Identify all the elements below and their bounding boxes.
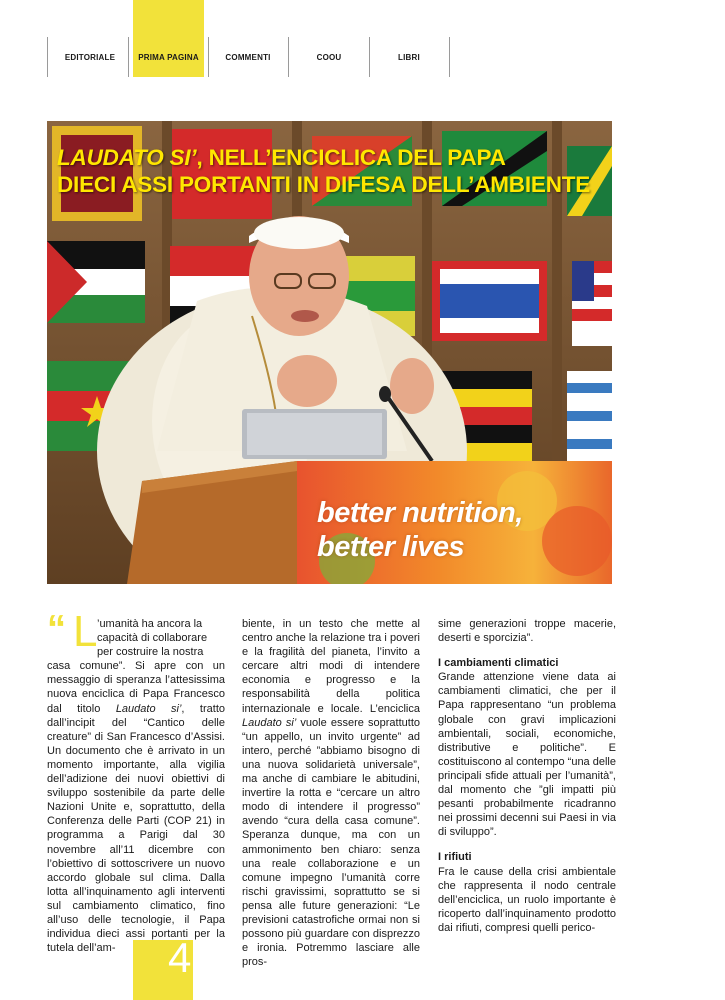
nav-item-coou[interactable]: COOU (316, 53, 342, 62)
col1-line: per costruire la nostra (97, 646, 204, 659)
banner-line2: better lives (317, 531, 465, 563)
page-number: 4 (168, 934, 192, 981)
dropcap-quote: “ (47, 608, 66, 650)
headline-line2: DIECI ASSI PORTANTI IN DIFESA DELL’AMBIENTE (57, 172, 591, 197)
article-column-1 (47, 617, 225, 955)
nav-separator (449, 37, 450, 77)
hero-photo (47, 121, 612, 584)
col1-text-rest: , tratto dall’incipit del “Cantico delle creature” di San Francesco d’Assisi. Un documento che è arrivato in un momento importante, alla vigilia dell’adizione dei nuovi obiettivi di sviluppo sostenibile da parte delle Nazioni Unite e, soprattutto, della Conferenza delle Parti (COP 21) in programma a Parigi dal 30 novembre all’11 dicembre con l’obiettivo di sottoscrivere un nuovo accordo globale sul clima. Dalla lotta all’inquinamento agli interventi sul cambiamento climatico, fino all’uso delle tecnologie, il Papa individua dieci assi portanti per la tutela dell’am- (47, 702, 225, 955)
section-title-climate: I cambiamenti climatici (438, 657, 559, 670)
col1-text: casa comune”. Si apre con un messaggio di speranza l’attesissima nuova enciclica di Papa Francesco dal titolo (47, 660, 225, 715)
nav-item-editoriale[interactable]: EDITORIALE (64, 53, 116, 62)
col2-text-a: biente, in un testo che mette al centro anche la relazione tra i poveri e la fragilità del pianeta, l’invito a cercare altri modi di intendere economia e progresso e la responsabilità della politica internazionale e locale. L’enciclica (242, 618, 420, 715)
nav-item-prima-pagina[interactable]: PRIMA PAGINA (138, 53, 199, 62)
article-headline (57, 144, 602, 198)
col2-text-b: vuole essere soprattutto “un appello, un invito urgente” ad intero, perché ”abbiamo bisogno di una nuova solidarietà universale”, ma anche di cambiare le abitudini, invertire la rotta e “cercare un altro modo di intendere il progresso” avendo “cura della casa comune”. Speranza dunque, ma con un ammonimento ben chiaro: senza una reale collaborazione e un comune impegno l’umanità corre rischi gravissimi, soprattutto se si pensa alle future generazioni: “Le previsioni catastrofiche ormai non si possono più guardare con disprezzo e ironia. Potremmo lasciare alle pros- (242, 716, 420, 969)
article-column-2 (242, 617, 420, 969)
headline-italic: LAUDATO SI’ (57, 145, 197, 170)
section-title-waste: I rifiuti (438, 851, 472, 864)
section-nav (0, 37, 725, 77)
col2-italic: Laudato si’ (242, 716, 297, 729)
article-column-3 (438, 617, 616, 935)
col1-line: ’umanità ha ancora la (97, 618, 203, 630)
headline-line1-rest: , NELL’ENCICLICA DEL PAPA (196, 145, 506, 170)
column-2-text (242, 617, 420, 969)
column-1-text (47, 617, 225, 955)
banner-line1: better nutrition, (317, 497, 523, 529)
col1-italic: Laudato si’ (115, 702, 182, 715)
section-text-waste: Fra le cause della crisi ambientale che rappresenta il nodo centrale dell’enciclica, un ruolo importante è ricoperto dall’inquinamento prodotto dai rifiuti, compresi quelli perico- (438, 865, 616, 934)
nav-item-libri[interactable]: LIBRI (398, 53, 420, 62)
nav-item-commenti[interactable]: COMMENTI (225, 53, 271, 62)
nav-separator (128, 37, 129, 77)
dropcap-letter: L (73, 607, 98, 656)
section-text-climate: Grande attenzione viene data ai cambiamenti climatici, che per il Papa rappresentano “un problema globale con gravi implicazioni ambientali, sociali, economiche, distributive e politiche”. E costituiscono al contempo “una delle principali sfide attuali per l’umanità”, dal momento che ”gli impatti più pesanti probabilmente ricadranno nei prossimi decenni sui Paesi in via di sviluppo”. (438, 671, 616, 839)
col1-line: capacità di collaborare (97, 632, 208, 645)
col3-intro: sime generazioni troppe macerie, deserti e sporcizia”. (438, 618, 616, 645)
podium-banner-text (317, 496, 607, 564)
